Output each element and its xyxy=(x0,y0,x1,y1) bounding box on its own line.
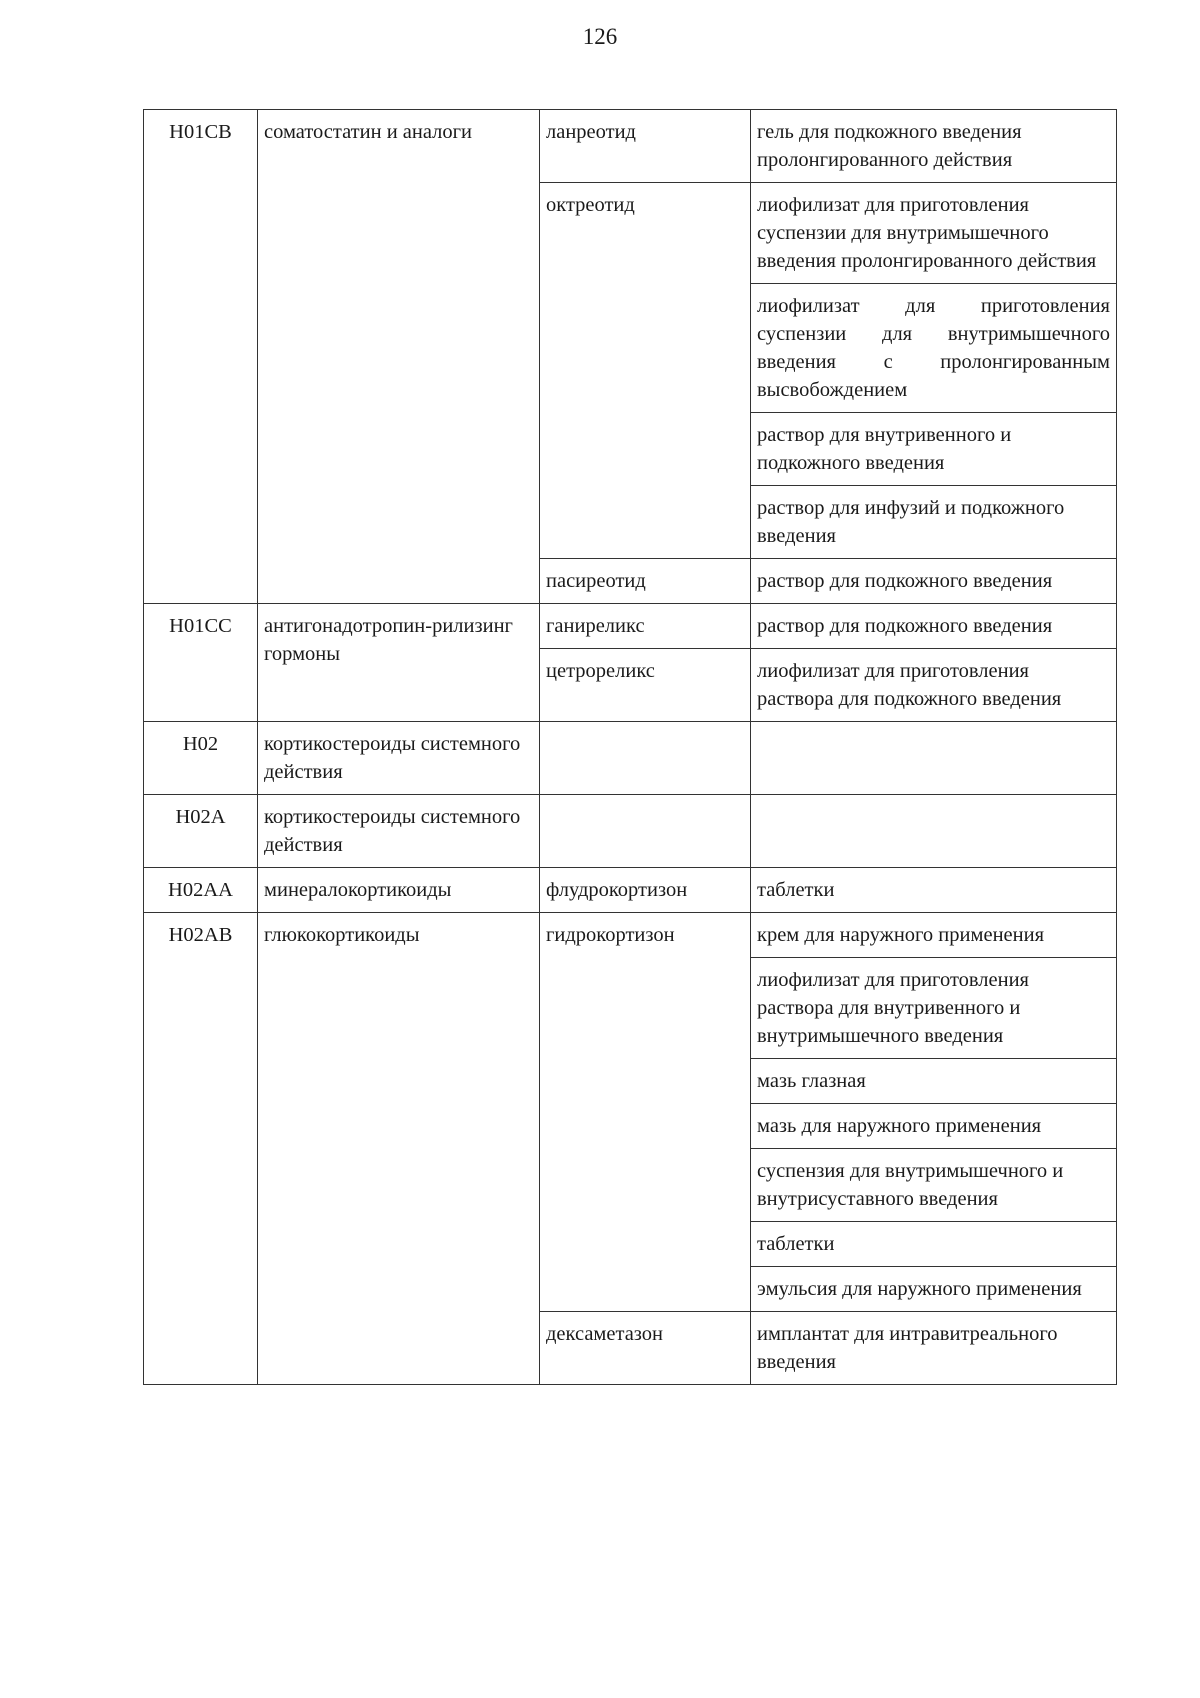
atc-code: H02A xyxy=(144,795,258,868)
drug-name: ланреотид xyxy=(540,110,751,183)
drug-name: пасиреотид xyxy=(540,559,751,604)
table-row xyxy=(144,868,1117,913)
dosage-form: раствор для внутривенного и подкожного введения xyxy=(751,413,1117,486)
drug-name: октреотид xyxy=(540,183,751,559)
table-row xyxy=(144,722,1117,795)
dosage-form: мазь глазная xyxy=(751,1059,1117,1104)
atc-code: H02AB xyxy=(144,913,258,1385)
drug-name: дексаметазон xyxy=(540,1312,751,1385)
drug-table xyxy=(143,109,1117,1385)
dosage-form xyxy=(751,722,1117,795)
page-number: 126 xyxy=(582,24,618,49)
drug-name: флудрокортизон xyxy=(540,868,751,913)
dosage-form: лиофилизат для приготовления суспензии для внутримышечного введения пролонгированного действия xyxy=(751,183,1117,284)
dosage-form: раствор для инфузий и подкожного введения xyxy=(751,486,1117,559)
dosage-form: лиофилизат для приготовления раствора для подкожного введения xyxy=(751,649,1117,722)
atc-code: H01CC xyxy=(144,604,258,722)
dosage-form: гель для подкожного введения пролонгированного действия xyxy=(751,110,1117,183)
table-row xyxy=(144,110,1117,183)
dosage-form: крем для наружного применения xyxy=(751,913,1117,958)
table-row xyxy=(144,795,1117,868)
dosage-form: суспензия для внутримышечного и внутрисуставного введения xyxy=(751,1149,1117,1222)
drug-name xyxy=(540,722,751,795)
drug-name: ганиреликс xyxy=(540,604,751,649)
atc-code: H01CB xyxy=(144,110,258,604)
dosage-form: лиофилизат для приготовления суспензии для внутримышечного введения с пролонгированным высвобождением xyxy=(751,284,1117,413)
dosage-form: таблетки xyxy=(751,1222,1117,1267)
dosage-form: мазь для наружного применения xyxy=(751,1104,1117,1149)
group-name: кортикостероиды системного действия xyxy=(258,722,540,795)
group-name: соматостатин и аналоги xyxy=(258,110,540,604)
atc-code: H02AA xyxy=(144,868,258,913)
group-name: кортикостероиды системного действия xyxy=(258,795,540,868)
atc-code: H02 xyxy=(144,722,258,795)
dosage-form: раствор для подкожного введения xyxy=(751,604,1117,649)
dosage-form: лиофилизат для приготовления раствора для внутривенного и внутримышечного введения xyxy=(751,958,1117,1059)
dosage-form xyxy=(751,795,1117,868)
dosage-form: эмульсия для наружного применения xyxy=(751,1267,1117,1312)
group-name: минералокортикоиды xyxy=(258,868,540,913)
table-row xyxy=(144,913,1117,958)
group-name: антигонадотропин-рилизинг гормоны xyxy=(258,604,540,722)
drug-name xyxy=(540,795,751,868)
group-name: глюкокортикоиды xyxy=(258,913,540,1385)
drug-name: гидрокортизон xyxy=(540,913,751,1312)
dosage-form: имплантат для интравитреального введения xyxy=(751,1312,1117,1385)
drug-name: цетрореликс xyxy=(540,649,751,722)
table-row xyxy=(144,604,1117,649)
dosage-form: раствор для подкожного введения xyxy=(751,559,1117,604)
dosage-form: таблетки xyxy=(751,868,1117,913)
